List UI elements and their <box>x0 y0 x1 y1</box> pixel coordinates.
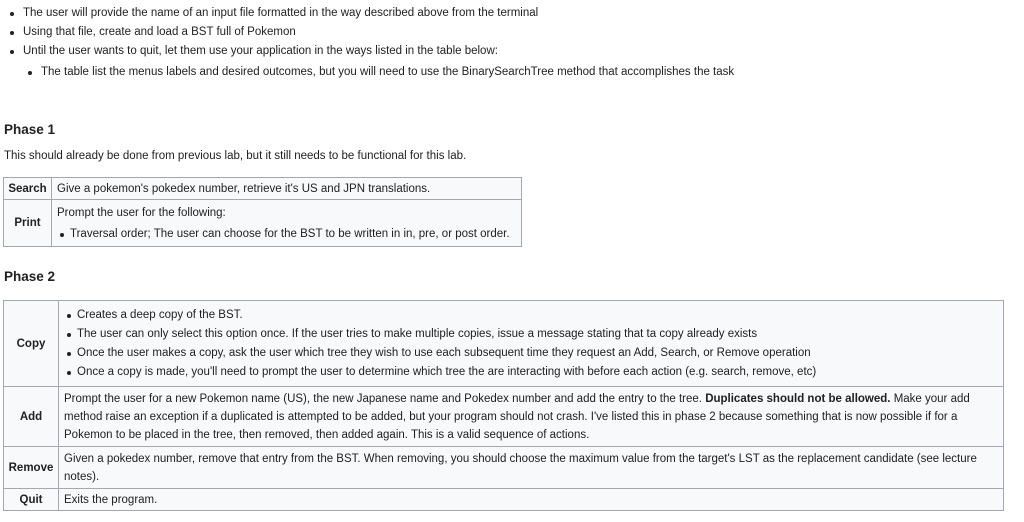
copy-bullet: Once a copy is made, you'll need to prompt the user to determine which tree the are interacting with before each action (e.g. search, remove, etc) <box>64 363 998 382</box>
row-label-quit: Quit <box>4 489 59 511</box>
phase1-table <box>3 177 522 247</box>
intro-sub-bullet: The table list the menus labels and desired outcomes, but you will need to use the BinarySearchTree method that accomplishes the task <box>26 63 734 82</box>
phase2-table <box>3 300 1004 511</box>
table-row <box>4 301 1004 387</box>
phase2-heading: Phase 2 <box>4 269 56 284</box>
table-row <box>4 489 1004 511</box>
copy-bullet: Once the user makes a copy, ask the user which tree they wish to use each subsequent time they request an Add, Search, or Remove operation <box>64 344 998 363</box>
add-text-before: Prompt the user for a new Pokemon name (US), the new Japanese name and Pokedex number and add the entry to the tree. <box>64 392 702 405</box>
row-text-quit: Exits the program. <box>59 489 1004 511</box>
row-label-add: Add <box>4 387 59 447</box>
table-row <box>4 387 1004 447</box>
table-row <box>4 447 1004 489</box>
row-label-copy: Copy <box>4 301 59 387</box>
add-text-bold: Duplicates should not be allowed. <box>705 392 891 405</box>
row-cell-print <box>52 200 522 247</box>
row-label-search: Search <box>4 178 52 200</box>
row-text-print: Prompt the user for the following: <box>57 206 226 219</box>
phase1-description: This should already be done from previous lab, but it still needs to be functional for this lab. <box>4 150 467 162</box>
phase1-heading: Phase 1 <box>4 122 56 137</box>
copy-bullet: Creates a deep copy of the BST. <box>64 306 998 325</box>
intro-bullet: Until the user wants to quit, let them use your application in the ways listed in the table below: <box>8 42 734 61</box>
add-text-after: Make your add method raise an exception if a duplicated is attempted to be added, but your program should not crash. I've listed this in phase 2 because something that is now possible if for a Pokemon to be placed in the tree, then removed, then added again. This is a valid sequence of actions. <box>64 392 970 441</box>
row-cell-add <box>59 387 1004 447</box>
intro-bullet: The user will provide the name of an input file formatted in the way described above from the terminal <box>8 4 734 23</box>
row-text-remove: Given a pokedex number, remove that entry from the BST. When removing, you should choose the maximum value from the target's LST as the replacement candidate (see lecture notes). <box>59 447 1004 489</box>
table-row <box>4 200 522 247</box>
row-label-remove: Remove <box>4 447 59 489</box>
print-bullet-list <box>57 225 516 244</box>
copy-bullet: The user can only select this option once. If the user tries to make multiple copies, issue a message stating that ta copy already exists <box>64 325 998 344</box>
row-label-print: Print <box>4 200 52 247</box>
row-text-search: Give a pokemon's pokedex number, retrieve it's US and JPN translations. <box>52 178 522 200</box>
intro-bullet: Using that file, create and load a BST full of Pokemon <box>8 23 734 42</box>
table-row <box>4 178 522 200</box>
copy-bullet-list <box>64 306 998 382</box>
row-cell-copy <box>59 301 1004 387</box>
intro-bullet-list <box>8 4 734 82</box>
print-bullet: Traversal order; The user can choose for the BST to be written in in, pre, or post order. <box>57 225 516 244</box>
